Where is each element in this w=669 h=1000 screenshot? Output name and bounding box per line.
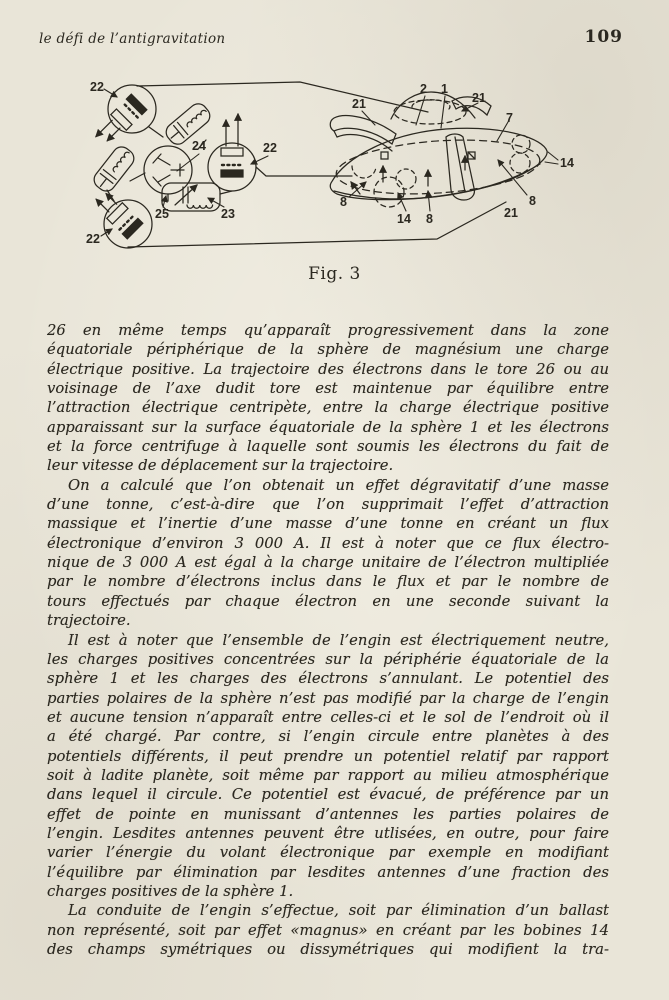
text-line: Il est à noter que l’ensemble de l’engin est électriquement neutre, [68,631,609,649]
coil-dashed [510,153,530,173]
text-line: sphère 1 et les charges des électrons s’annulant. Le potentiel des [47,670,609,688]
figure-label-21-left: 21 [352,97,366,111]
text-line: charges positives de la sphère 1. [47,882,294,900]
vacuum-tube-right [208,114,256,191]
figure-caption: Fig. 3 [308,264,361,284]
text-line: par le nombre d’électrons inclus dans le flux et par le nombre de [47,573,609,591]
figure-label-8-left: 8 [340,195,347,209]
coil-dashed [396,169,416,189]
coil-dashed-arc [352,166,376,178]
vacuum-tube-bottom-left [92,188,152,248]
text-line: électrique positive. La trajectoire des électrons dans le tore 26 ou au [47,360,609,378]
text-line: des champs symétriques ou dissymétriques qui modifient la tra- [47,941,609,958]
paragraph [47,321,609,476]
text-line: électronique d’environ 3 000 A. Il est à noter que ce flux électro- [47,534,609,552]
figure-3-diagram [0,70,669,270]
text-line: et la force centrifuge à laquelle sont soumis les électrons du fait de [47,438,609,456]
figure-label-14-right: 14 [560,156,574,170]
vacuum-tube-top-left [92,85,156,149]
text-line: leur vitesse de déplacement sur la trajectoire. [47,457,394,475]
coil-dashed [512,135,530,153]
running-title: le défi de l’antigravitation [39,31,226,47]
figure-label-8-bottom: 8 [426,212,433,226]
dome-opening-dashed [394,100,466,124]
figure-label-1: 1 [441,82,448,96]
figure-label-8-right: 8 [529,194,536,208]
text-line: l’attraction électrique centripète, entre la charge électrique positive [47,399,609,417]
figure-label-22-top-left: 22 [90,80,104,94]
vane-left [330,116,396,144]
paragraph [47,631,609,902]
text-line: l’équilibre par élimination par lesdites antennes d’une fraction des [47,863,609,881]
paragraph [47,476,609,631]
text-line: les charges positives concentrées sur la périphérie équatoriale de la [47,650,609,668]
figure-label-25: 25 [155,207,169,221]
paragraph [47,901,609,959]
vacuum-tube-triode [144,146,192,194]
text-line: tours effectués par chaque électron en une seconde suivant la [47,592,609,610]
text-line: l’engin. Lesdites antennes peuvent être utlisées, en outre, pour faire [47,824,609,842]
figure-label-24: 24 [192,139,206,153]
saucer-dome [391,92,475,119]
figure-label-22-right: 22 [263,141,277,155]
text-line: voisinage de l’axe dudit tore est maintenue par équilibre entre [47,380,609,398]
text-line: soit à ladite planète, soit même par rapport au milieu atmosphérique [47,766,609,784]
page-number: 109 [584,27,623,47]
text-line: effet de pointe en munissant d’antennes les parties polaires de [47,805,609,823]
text-line: apparaissant sur la surface équatoriale de la sphère 1 et les électrons [47,418,609,436]
text-line: massique et l’inertie d’une masse d’une tonne en créant un flux [47,515,609,533]
text-line: trajectoire. [47,612,131,630]
text-line: a été chargé. Par contre, si l’engin circule entre planètes à des [47,728,609,746]
text-line: non représenté, soit par effet «magnus» en créant par les bobines 14 [47,921,609,939]
label-leaders [101,89,558,236]
text-line: équatoriale périphérique de la sphère de magnésium une charge [47,341,609,359]
text-line: parties polaires de la sphère n’est pas modifié par la charge de l’engin [47,689,609,707]
text-line: et aucune tension n’apparaît entre celles-ci et le sol de l’endroit où il [47,708,609,726]
text-line: La conduite de l’engin s’effectue, soit par élimination d’un ballast [68,902,609,920]
figure-label-22-bottom: 22 [86,232,100,246]
figure-label-14-bottom: 14 [397,212,411,226]
figure-label-2: 2 [420,82,427,96]
text-line: dans lequel il circule. Ce potentiel est évacué, de préférence par un [47,786,609,804]
figure-label-23: 23 [221,207,235,221]
figure-label-7: 7 [506,111,513,125]
lc-tank-left [91,143,138,194]
text-line: nique de 3 000 A est égal à la charge unitaire de l’électron multipliée [47,554,609,572]
figure-label-21-bottom: 21 [504,206,518,220]
equator-dashed [334,134,541,200]
body-text [47,321,609,959]
figure-label-21-top: 21 [472,91,486,105]
text-line: d’une tonne, c’est-à-dire que l’on supprimait l’effet d’attraction [47,496,609,514]
text-line: potentiels différents, il peut prendre un potentiel relatif par rapport [47,747,609,765]
text-line: varier l’énergie du volant électronique par exemple en modifiant [47,844,609,862]
text-line: On a calculé que l’on obtenait un effet dégravitatif d’une masse [68,476,609,494]
text-line: 26 en même temps qu’apparaît progressivement dans la zone [47,322,609,339]
lc-tank-23 [162,183,220,211]
